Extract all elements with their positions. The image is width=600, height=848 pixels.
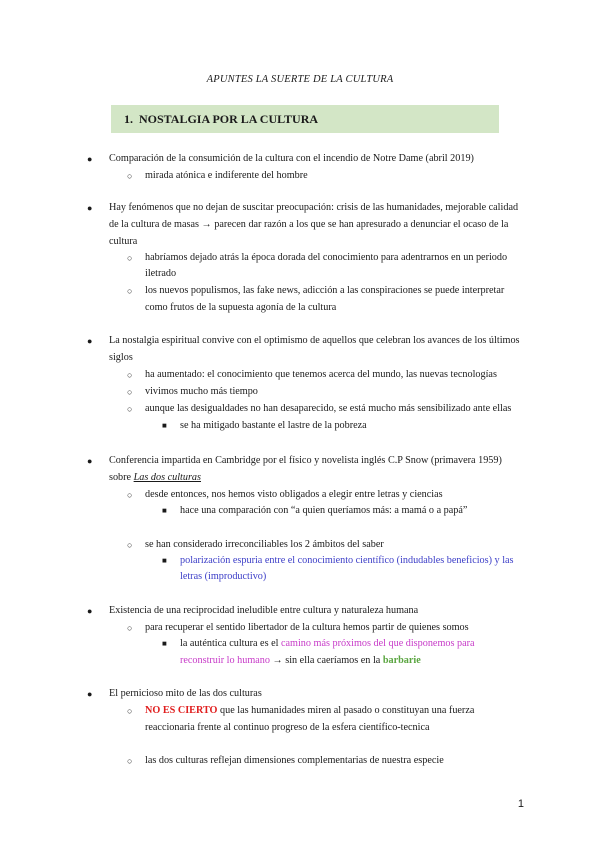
list-item: mirada atónica e indiferente del hombre bbox=[145, 170, 308, 181]
bullet-level1: ● bbox=[87, 336, 93, 346]
highlight-text: camino más próximos del que disponemos para bbox=[280, 638, 475, 649]
list-item: letras (improductivo) bbox=[180, 571, 267, 582]
list-item: cultura bbox=[109, 236, 138, 247]
bullet-level2: ○ bbox=[127, 756, 133, 766]
list-item: desde entonces, nos hemos visto obligados a elegir entre letras y ciencias bbox=[145, 489, 443, 500]
list-item: ha aumentado: el conocimiento que tenemos acerca del mundo, las nuevas tecnologías bbox=[145, 369, 497, 380]
list-item: habríamos dejado atrás la época dorada del conocimiento para adentrarnos en un periodo bbox=[145, 252, 508, 263]
bullet-level1: ● bbox=[87, 154, 93, 164]
bullet-level2: ○ bbox=[127, 540, 133, 550]
list-item: iletrado bbox=[145, 268, 177, 279]
text-span: la auténtica cultura es el bbox=[180, 638, 281, 649]
bullet-level1: ● bbox=[87, 606, 93, 616]
bullet-level3: ■ bbox=[162, 421, 167, 430]
bullet-level2: ○ bbox=[127, 623, 133, 633]
text-span: sobre bbox=[109, 472, 134, 483]
list-item bbox=[145, 704, 474, 717]
text-span: → sin ella caeríamos en la bbox=[269, 655, 383, 666]
bullet-level1: ● bbox=[87, 203, 93, 213]
list-item: de la cultura de masas → parecen dar razón a los que se han apresurado a denunciar el ocaso de la bbox=[109, 219, 509, 230]
list-item: las dos culturas reflejan dimensiones complementarias de nuestra especie bbox=[145, 755, 444, 766]
list-item: vivimos mucho más tiempo bbox=[145, 386, 258, 397]
list-item: polarización espuria entre el conocimiento científico (indudables beneficios) y las bbox=[180, 555, 514, 566]
bullet-level2: ○ bbox=[127, 253, 133, 263]
list-item: se han considerado irreconciliables los 2 ámbitos del saber bbox=[145, 539, 384, 550]
list-item: para recuperar el sentido libertador de la cultura hemos partir de quienes somos bbox=[145, 622, 469, 633]
list-item bbox=[180, 654, 421, 667]
highlight-text: reconstruir lo humano bbox=[180, 655, 270, 666]
list-item: aunque las desigualdades no han desaparecido, se está mucho más sensibilizado ante ellas bbox=[145, 403, 512, 414]
list-item: La nostalgia espiritual convive con el optimismo de aquellos que celebran los avances de los últimos bbox=[109, 335, 520, 346]
bullet-level2: ○ bbox=[127, 706, 133, 716]
list-item: Comparación de la consumición de la cultura con el incendio de Notre Dame (abril 2019) bbox=[109, 153, 474, 164]
page-title: APUNTES LA SUERTE DE LA CULTURA bbox=[206, 74, 394, 85]
bullet-level2: ○ bbox=[127, 171, 133, 181]
list-item: Existencia de una reciprocidad ineludible entre cultura y naturaleza humana bbox=[109, 605, 419, 616]
section-heading bbox=[124, 112, 318, 127]
section-title: NOSTALGIA POR LA CULTURA bbox=[139, 112, 319, 126]
section-heading-band bbox=[111, 105, 499, 133]
bullet-level2: ○ bbox=[127, 370, 133, 380]
keyword-text: barbarie bbox=[382, 655, 421, 666]
list-item: como frutos de la supuesta agonía de la cultura bbox=[145, 302, 337, 313]
book-title: Las dos culturas bbox=[133, 472, 201, 483]
bullet-level2: ○ bbox=[127, 490, 133, 500]
list-item: los nuevos populismos, las fake news, adicción a las conspiraciones se puede interpretar bbox=[145, 285, 505, 296]
list-item: reaccionaria frente al continuo progreso de la esfera científico-tecnica bbox=[145, 722, 430, 733]
bullet-level2: ○ bbox=[127, 286, 133, 296]
list-item: Hay fenómenos que no dejan de suscitar preocupación: crisis de las humanidades, mejorable calidad bbox=[109, 202, 519, 213]
bullet-level3: ■ bbox=[162, 506, 167, 515]
list-item: Conferencia impartida en Cambridge por el físico y novelista inglés C.P Snow (primavera 1959) bbox=[109, 455, 502, 466]
text-span: que las humanidades miren al pasado o constituyan una fuerza bbox=[217, 705, 475, 716]
bullet-level3: ■ bbox=[162, 556, 167, 565]
emphasis-text: NO ES CIERTO bbox=[145, 705, 218, 716]
bullet-level1: ● bbox=[87, 689, 93, 699]
bullet-level1: ● bbox=[87, 456, 93, 466]
list-item: El pernicioso mito de las dos culturas bbox=[109, 688, 262, 699]
bullet-level2: ○ bbox=[127, 404, 133, 414]
list-item bbox=[180, 637, 475, 650]
page-number: 1 bbox=[517, 798, 524, 810]
list-item bbox=[109, 471, 201, 484]
bullet-level2: ○ bbox=[127, 387, 133, 397]
list-item: hace una comparación con “a quien queríamos más: a mamá o a papá” bbox=[180, 505, 468, 516]
bullet-level3: ■ bbox=[162, 639, 167, 648]
section-number: 1. bbox=[124, 112, 133, 126]
list-item: siglos bbox=[109, 352, 133, 363]
list-item: se ha mitigado bastante el lastre de la pobreza bbox=[180, 420, 367, 431]
